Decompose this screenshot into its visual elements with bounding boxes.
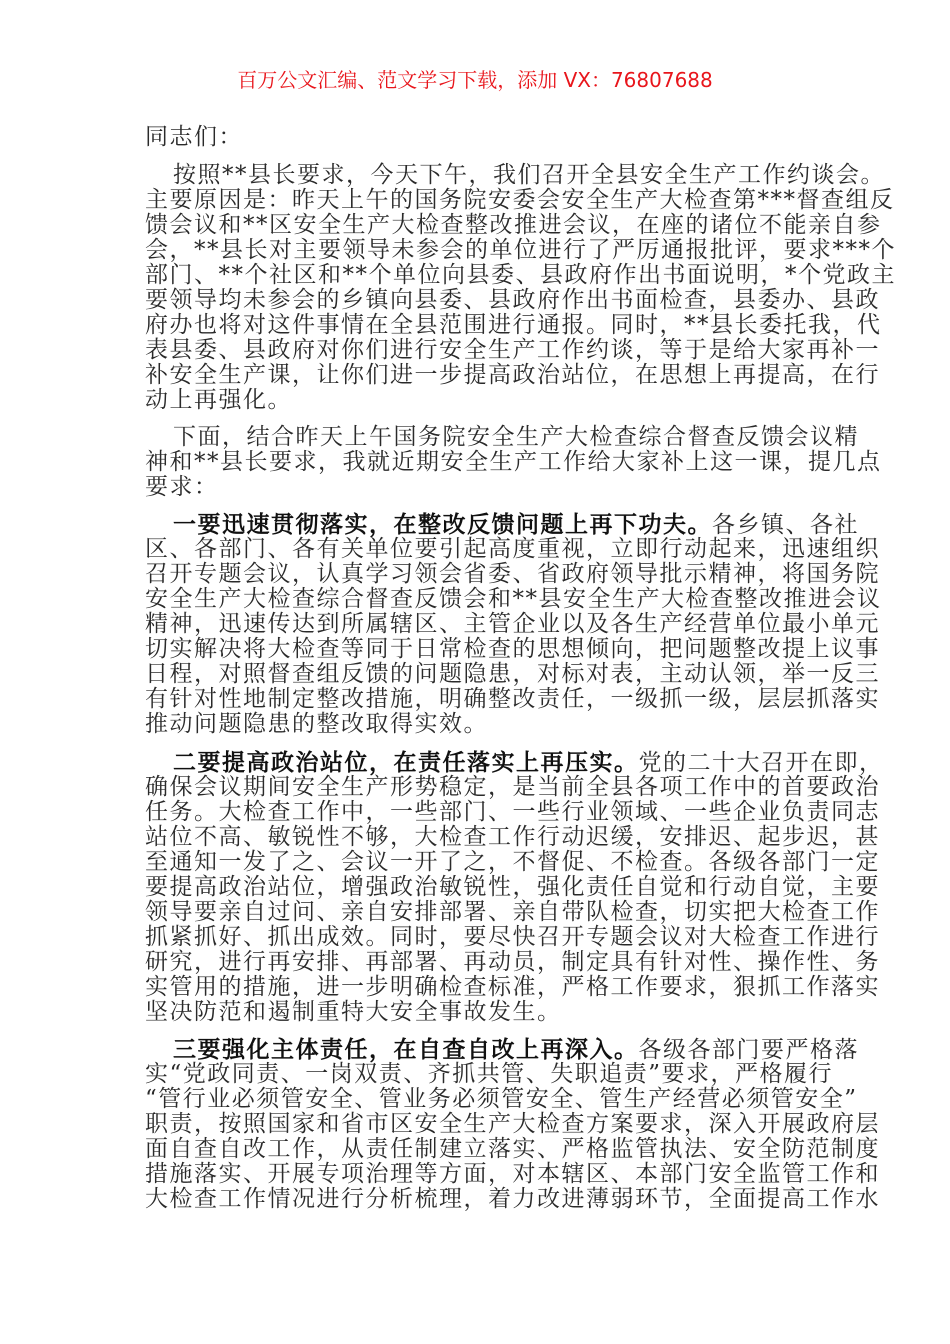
paragraph-line: 抓紧抓好、抓出成效。同时，要尽快召开专题会议对大检查工作进行 [145,924,880,950]
paragraph-line: 研究，进行再安排、再部署、再动员，制定具有针对性、操作性、务 [145,949,880,975]
paragraph-heading: 三要强化主体责任，在自查自改上再深入。 [173,1036,639,1063]
paragraph-line: 任务。大检查工作中，一些部门、一些行业领域、一些企业负责同志 [145,799,880,825]
paragraph-line: 措施落实、开展专项治理等方面，对本辖区、本部门安全监管工作和 [145,1161,880,1187]
paragraph-line [145,749,884,776]
paragraph-text: 各乡镇、各社 [712,512,859,538]
paragraph-line: 部门、**个社区和**个单位向县委、县政府作出书面说明，*个党政主 [145,262,896,288]
paragraph-3 [145,511,882,737]
paragraph-heading: 二要提高政治站位，在责任落实上再压实。 [173,749,639,776]
paragraph-line: 领导要亲自过问、亲自安排部署、亲自带队检查，切实把大检查工作 [145,899,880,925]
paragraph-4 [145,749,884,1025]
paragraph-line: 会，**县长对主要领导未参会的单位进行了严厉通报批评，要求***个 [145,237,896,263]
paragraph-text: 各级各部门要严格落 [638,1037,859,1063]
paragraph-line: 下面，结合昨天上午国务院安全生产大检查综合督查反馈会议精 [173,424,859,450]
paragraph-line: 推动问题隐患的整改取得实效。 [145,711,488,737]
watermark-banner: 百万公文汇编、范文学习下载，添加 VX：76807688 [237,68,713,92]
paragraph-text: 党的二十大召开在即， [638,750,884,776]
paragraph-line: 实“党政同责、一岗双责、齐抓共管、失职追责”要求，严格履行 [145,1061,834,1087]
paragraph-line: 职责，按照国家和省市区安全生产大检查方案要求，深入开展政府层 [145,1111,880,1137]
paragraph-line: 按照**县长要求，今天下午，我们召开全县安全生产工作约谈会。 [173,162,885,188]
paragraph-line [145,511,859,538]
salutation-text: 同志们： [145,124,243,150]
paragraph-line: 表县委、县政府对你们进行安全生产工作约谈，等于是给大家再补一 [145,337,880,363]
paragraph-line [145,1036,859,1063]
paragraph-line: 至通知一发了之、会议一开了之，不督促、不检查。各级各部门一定 [145,849,880,875]
paragraph-line: 主要原因是：昨天上午的国务院安委会安全生产大检查第***督查组反 [145,187,895,213]
paragraph-line: 切实解决将大检查等同于日常检查的思想倾向，把问题整改提上议事 [145,636,880,662]
paragraph-heading: 一要迅速贯彻落实，在整改反馈问题上再下功夫。 [173,511,712,538]
paragraph-line: 区、各部门、各有关单位要引起高度重视，立即行动起来，迅速组织 [145,536,880,562]
paragraph-line: “管行业必须管安全、管业务必须管安全、管生产经营必须管安全” [145,1086,858,1112]
paragraph-2 [145,424,882,500]
paragraph-line: 要求： [145,474,219,500]
paragraph-line: 精神，迅速传达到所属辖区、主管企业以及各生产经营单位最小单元 [145,611,880,637]
paragraph-line: 实管用的措施，进一步明确检查标准，严格工作要求，狠抓工作落实 [145,974,880,1000]
paragraph-line: 府办也将对这件事情在全县范围进行通报。同时，**县长委托我，代 [145,312,882,338]
paragraph-line: 召开专题会议，认真学习领会省委、省政府领导批示精神，将国务院 [145,561,880,587]
paragraph-line: 站位不高、敏锐性不够，大检查工作行动迟缓，安排迟、起步迟，甚 [145,824,880,850]
paragraph-line: 大检查工作情况进行分析梳理，着力改进薄弱环节，全面提高工作水 [145,1186,880,1212]
paragraph-5 [145,1036,880,1212]
paragraph-line: 神和**县长要求，我就近期安全生产工作给大家补上这一课，提几点 [145,449,882,475]
paragraph-line: 要提高政治站位，增强政治敏锐性，强化责任自觉和行动自觉，主要 [145,874,880,900]
paragraph-line: 要领导均未参会的乡镇向县委、县政府作出书面检查，县委办、县政 [145,287,880,313]
paragraph-line: 动上再强化。 [145,387,292,413]
paragraph-line: 补安全生产课，让你们进一步提高政治站位，在思想上再提高，在行 [145,362,880,388]
paragraph-line: 馈会议和**区安全生产大检查整改推进会议，在座的诸位不能亲自参 [145,212,882,238]
paragraph-1 [145,162,896,413]
paragraph-line: 日程，对照督查组反馈的问题隐患，对标对表，主动认领，举一反三 [145,661,880,687]
paragraph-line: 坚决防范和遏制重特大安全事故发生。 [145,999,562,1025]
paragraph-line: 面自查自改工作，从责任制建立落实、严格监管执法、安全防范制度 [145,1136,880,1162]
paragraph-line: 有针对性地制定整改措施，明确整改责任，一级抓一级，层层抓落实 [145,686,880,712]
salutation [145,125,845,150]
paragraph-line: 确保会议期间安全生产形势稳定，是当前全县各项工作中的首要政治 [145,774,880,800]
paragraph-line: 安全生产大检查综合督查反馈会和**县安全生产大检查整改推进会议 [145,586,882,612]
